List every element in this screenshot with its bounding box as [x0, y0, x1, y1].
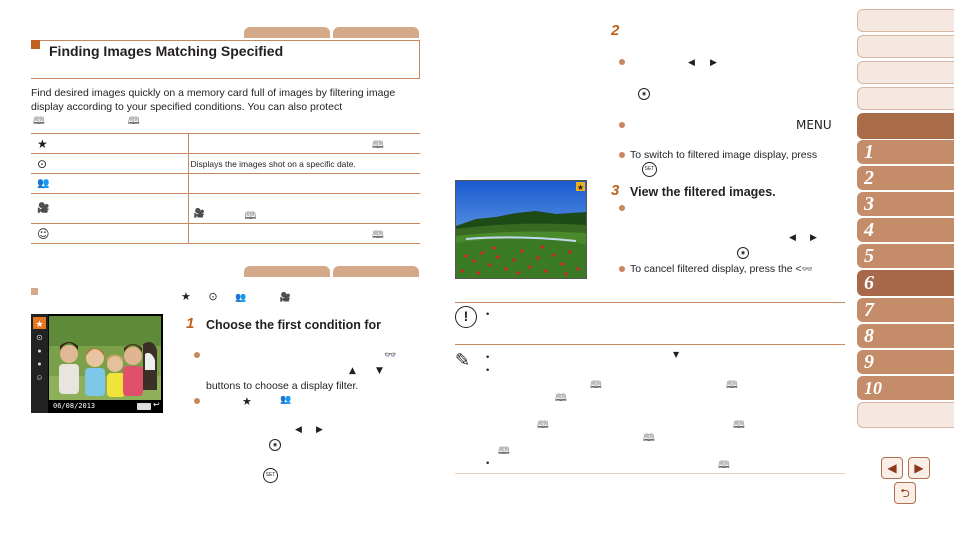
sidebar-tab-cover[interactable] [857, 9, 954, 32]
people-icon: 👥 [31, 174, 188, 194]
page-ref-icon[interactable]: 🕮 [537, 420, 549, 431]
menu-button-label[interactable]: MENU [796, 118, 832, 132]
table-cell: Displays the images shot on a specific date. [188, 154, 420, 174]
page-ref-icon[interactable]: 🕮 [498, 446, 510, 457]
page-ref-icon[interactable]: 🕮 [372, 140, 384, 151]
table-row [31, 134, 420, 154]
movie-icon: 🎥 [193, 209, 205, 219]
step-2-number: 2 [611, 22, 620, 39]
page-ref-icon[interactable]: 🕮 [244, 211, 257, 222]
step-1-text: buttons to choose a display filter. [206, 380, 359, 392]
sidebar-tab-index[interactable] [857, 402, 954, 428]
left-button-icon[interactable]: ◀ [789, 233, 796, 243]
divider [455, 344, 845, 345]
return-icon: ↩ [153, 400, 160, 409]
photo-date: 06/08/2013 [53, 402, 96, 410]
view-badge [137, 403, 151, 410]
bullet [619, 205, 625, 211]
top-tabs [244, 27, 419, 38]
bullet [619, 266, 625, 272]
step-3-number: 3 [611, 182, 620, 199]
note-bullet: • [486, 352, 490, 363]
note-bullet: • [486, 458, 490, 469]
right-button-icon[interactable]: ▶ [316, 425, 323, 435]
page-ref-icon[interactable]: 🕮 [555, 393, 567, 404]
sidebar-section-header [857, 113, 954, 139]
intro-paragraph [31, 86, 421, 128]
svg-text:⊙: ⊙ [36, 333, 43, 342]
binoculars-icon: 👓 [801, 265, 813, 275]
svg-text:●: ● [37, 361, 42, 368]
sidebar-chapter-8[interactable]: 8 [857, 324, 954, 348]
title-marker [31, 40, 40, 49]
intro-text: Find desired images quickly on a memory card full of images by filtering image display according to your specified conditions. You can also protect [31, 87, 396, 113]
landscape-image [456, 181, 586, 278]
clock-icon: ⊙ [208, 290, 218, 303]
sidebar-chapter-6-active[interactable]: 6 [857, 270, 954, 296]
sidebar-chapter-2[interactable]: 2 [857, 166, 954, 190]
star-icon: ★ [242, 395, 252, 408]
step-1-title: Choose the first condition for [206, 318, 381, 332]
clock-icon: ⊙ [31, 154, 188, 174]
table-cell [188, 174, 420, 194]
func-set-button-icon[interactable]: SET [642, 162, 657, 177]
sidebar-chapter-1[interactable]: 1 [857, 140, 954, 164]
section-tabs [244, 266, 419, 277]
back-button[interactable]: ⮌ [894, 482, 916, 504]
right-button-icon[interactable]: ▶ [710, 58, 717, 68]
control-dial-icon[interactable]: ◉ [638, 88, 650, 100]
svg-text:★: ★ [35, 319, 44, 329]
bullet [194, 398, 200, 404]
svg-text:●: ● [37, 348, 42, 355]
divider [455, 302, 845, 303]
sidebar-tab-advanced[interactable] [857, 87, 954, 110]
step-3-cancel-text: To cancel filtered display, press the <👓 [630, 263, 813, 275]
step-2-text: To switch to filtered image display, press [630, 149, 818, 161]
step-1-number: 1 [186, 315, 195, 332]
people-icon: 👥 [280, 395, 292, 405]
table-cell [188, 224, 420, 244]
svg-text:★: ★ [576, 183, 585, 192]
down-button-icon[interactable]: ▼ [376, 366, 383, 376]
up-button-icon[interactable]: ▲ [349, 366, 356, 376]
sidebar-tab-contents[interactable] [857, 35, 954, 58]
svg-text:☺: ☺ [35, 373, 44, 382]
right-button-icon[interactable]: ▶ [810, 233, 817, 243]
camera-screen [31, 314, 163, 413]
down-button-icon[interactable]: ▼ [673, 350, 680, 359]
sidebar-chapter-3[interactable]: 3 [857, 192, 954, 216]
people-icon: 👥 [235, 293, 247, 303]
prev-page-button[interactable]: ◀ [881, 457, 903, 479]
sidebar-chapter-4[interactable]: 4 [857, 218, 954, 242]
star-icon: ★ [181, 290, 191, 303]
movie-icon: 🎥 [279, 293, 292, 303]
face-icon: ☺ [31, 224, 188, 244]
step-3-title: View the filtered images. [630, 185, 776, 199]
table-row [31, 224, 420, 244]
bullet [619, 152, 625, 158]
bullet [619, 122, 625, 128]
page-ref-icon[interactable]: 🕮 [33, 116, 45, 127]
caution-icon: ! [455, 306, 477, 328]
page-ref-icon[interactable]: 🕮 [726, 380, 738, 391]
control-dial-icon[interactable]: ◉ [737, 247, 749, 259]
page-ref-icon[interactable]: 🕮 [590, 380, 602, 391]
page-ref-icon[interactable]: 🕮 [643, 433, 655, 444]
func-set-button-icon[interactable]: SET [263, 468, 278, 483]
movie-icon: 🎥 [31, 194, 188, 224]
sidebar-tab-basic[interactable] [857, 61, 954, 84]
left-button-icon[interactable]: ◀ [295, 425, 302, 435]
page-ref-icon[interactable]: 🕮 [127, 116, 140, 127]
left-button-icon[interactable]: ◀ [688, 58, 695, 68]
section-marker [31, 288, 38, 295]
table-row [31, 154, 420, 174]
table-cell [188, 134, 420, 154]
sidebar-chapter-5[interactable]: 5 [857, 244, 954, 268]
page-title: Finding Images Matching Specified [49, 43, 284, 59]
pencil-icon: ✎ [455, 350, 471, 371]
section-icons [181, 290, 291, 303]
note-bullet: • [486, 365, 490, 376]
divider [455, 473, 845, 474]
table-cell [188, 194, 420, 224]
control-dial-icon[interactable]: ◉ [269, 439, 281, 451]
page-ref-icon[interactable]: 🕮 [372, 230, 384, 241]
conditions-table [31, 133, 420, 244]
family-photo [31, 314, 163, 413]
bullet [619, 59, 625, 65]
page-ref-icon[interactable]: 🕮 [733, 420, 745, 431]
sidebar-chapter-7[interactable]: 7 [857, 298, 954, 322]
sidebar-chapter-9[interactable]: 9 [857, 350, 954, 374]
next-page-button[interactable]: ▶ [908, 457, 930, 479]
binoculars-icon[interactable]: 👓 [384, 350, 397, 361]
bullet [194, 352, 200, 358]
table-row [31, 174, 420, 194]
table-row [31, 194, 420, 224]
note-bullet: • [486, 309, 490, 320]
page-ref-icon[interactable]: 🕮 [718, 460, 730, 471]
sidebar-chapter-10[interactable]: 10 [857, 376, 954, 400]
star-icon: ★ [31, 134, 188, 154]
filtered-photo [455, 180, 587, 279]
